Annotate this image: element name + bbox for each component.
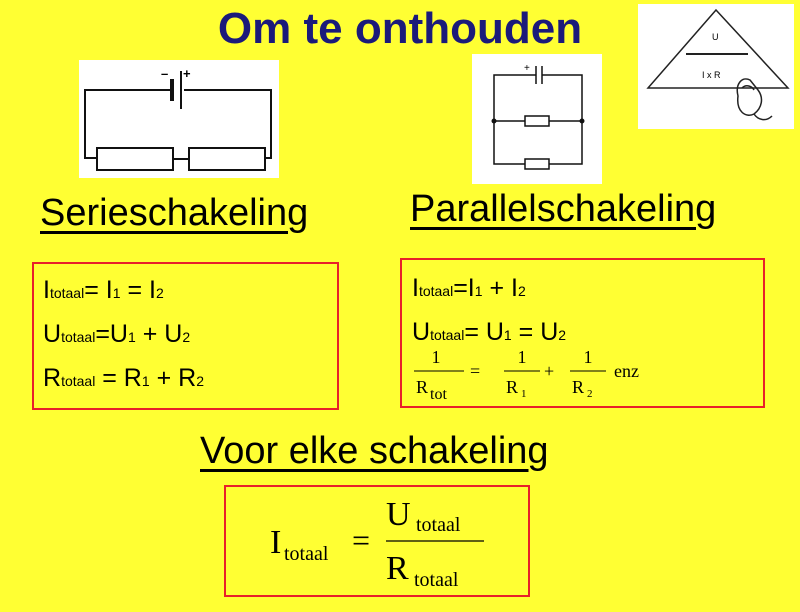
parallel-formula-box xyxy=(400,258,765,408)
parallel-voltage-formula: Utotaal= U1 = U2 xyxy=(412,318,567,346)
junction-dot-left xyxy=(492,119,497,124)
series-heading: Serieschakeling xyxy=(40,192,309,234)
series-resistance-formula: Rtotaal = R1 + R2 xyxy=(43,364,204,392)
series-current-formula: Itotaal= I1 = I2 xyxy=(43,276,164,304)
svg-text:1: 1 xyxy=(431,347,441,367)
svg-text:R: R xyxy=(572,377,585,397)
parallel-circuit-image xyxy=(472,54,602,184)
triangle-top-label: U xyxy=(712,32,719,42)
uir-triangle-image xyxy=(638,4,794,129)
series-formula-box xyxy=(32,262,339,410)
svg-text:tot: tot xyxy=(430,386,447,403)
svg-text:totaal: totaal xyxy=(414,569,459,591)
parallel-plus-label: + xyxy=(524,63,530,74)
svg-text:R: R xyxy=(506,377,519,397)
svg-text:1: 1 xyxy=(517,347,527,367)
svg-text:R: R xyxy=(416,377,429,397)
battery-minus-label: – xyxy=(161,66,169,81)
ohm-law-formula xyxy=(226,487,528,595)
parallel-current-formula: Itotaal=I1 + I2 xyxy=(412,274,526,302)
svg-text:enz: enz xyxy=(614,361,639,381)
series-circuit-diagram xyxy=(79,60,279,178)
battery-plus-label: + xyxy=(183,66,191,81)
svg-text:U: U xyxy=(386,496,411,533)
svg-text:I: I xyxy=(270,524,282,561)
svg-text:1: 1 xyxy=(583,347,593,367)
junction-dot-right xyxy=(580,119,585,124)
general-formula-box xyxy=(224,485,530,597)
svg-text:=: = xyxy=(352,522,371,558)
parallel-circuit-diagram xyxy=(472,54,602,184)
page-title: Om te onthouden xyxy=(217,4,583,53)
svg-text:2: 2 xyxy=(587,388,593,400)
svg-text:1: 1 xyxy=(521,388,527,400)
series-circuit-image xyxy=(79,60,279,178)
svg-text:=: = xyxy=(470,361,481,381)
parallel-heading: Parallelschakeling xyxy=(410,188,717,230)
series-voltage-formula: Utotaal=U1 + U2 xyxy=(43,320,191,348)
svg-text:R: R xyxy=(386,550,409,587)
svg-text:totaal: totaal xyxy=(284,543,329,565)
svg-text:+: + xyxy=(544,361,555,381)
triangle-bottom-label: I x R xyxy=(702,70,721,80)
svg-text:totaal: totaal xyxy=(416,514,461,536)
parallel-resistance-formula xyxy=(410,346,680,404)
general-heading: Voor elke schakeling xyxy=(200,430,549,472)
uir-triangle-diagram xyxy=(638,4,794,129)
